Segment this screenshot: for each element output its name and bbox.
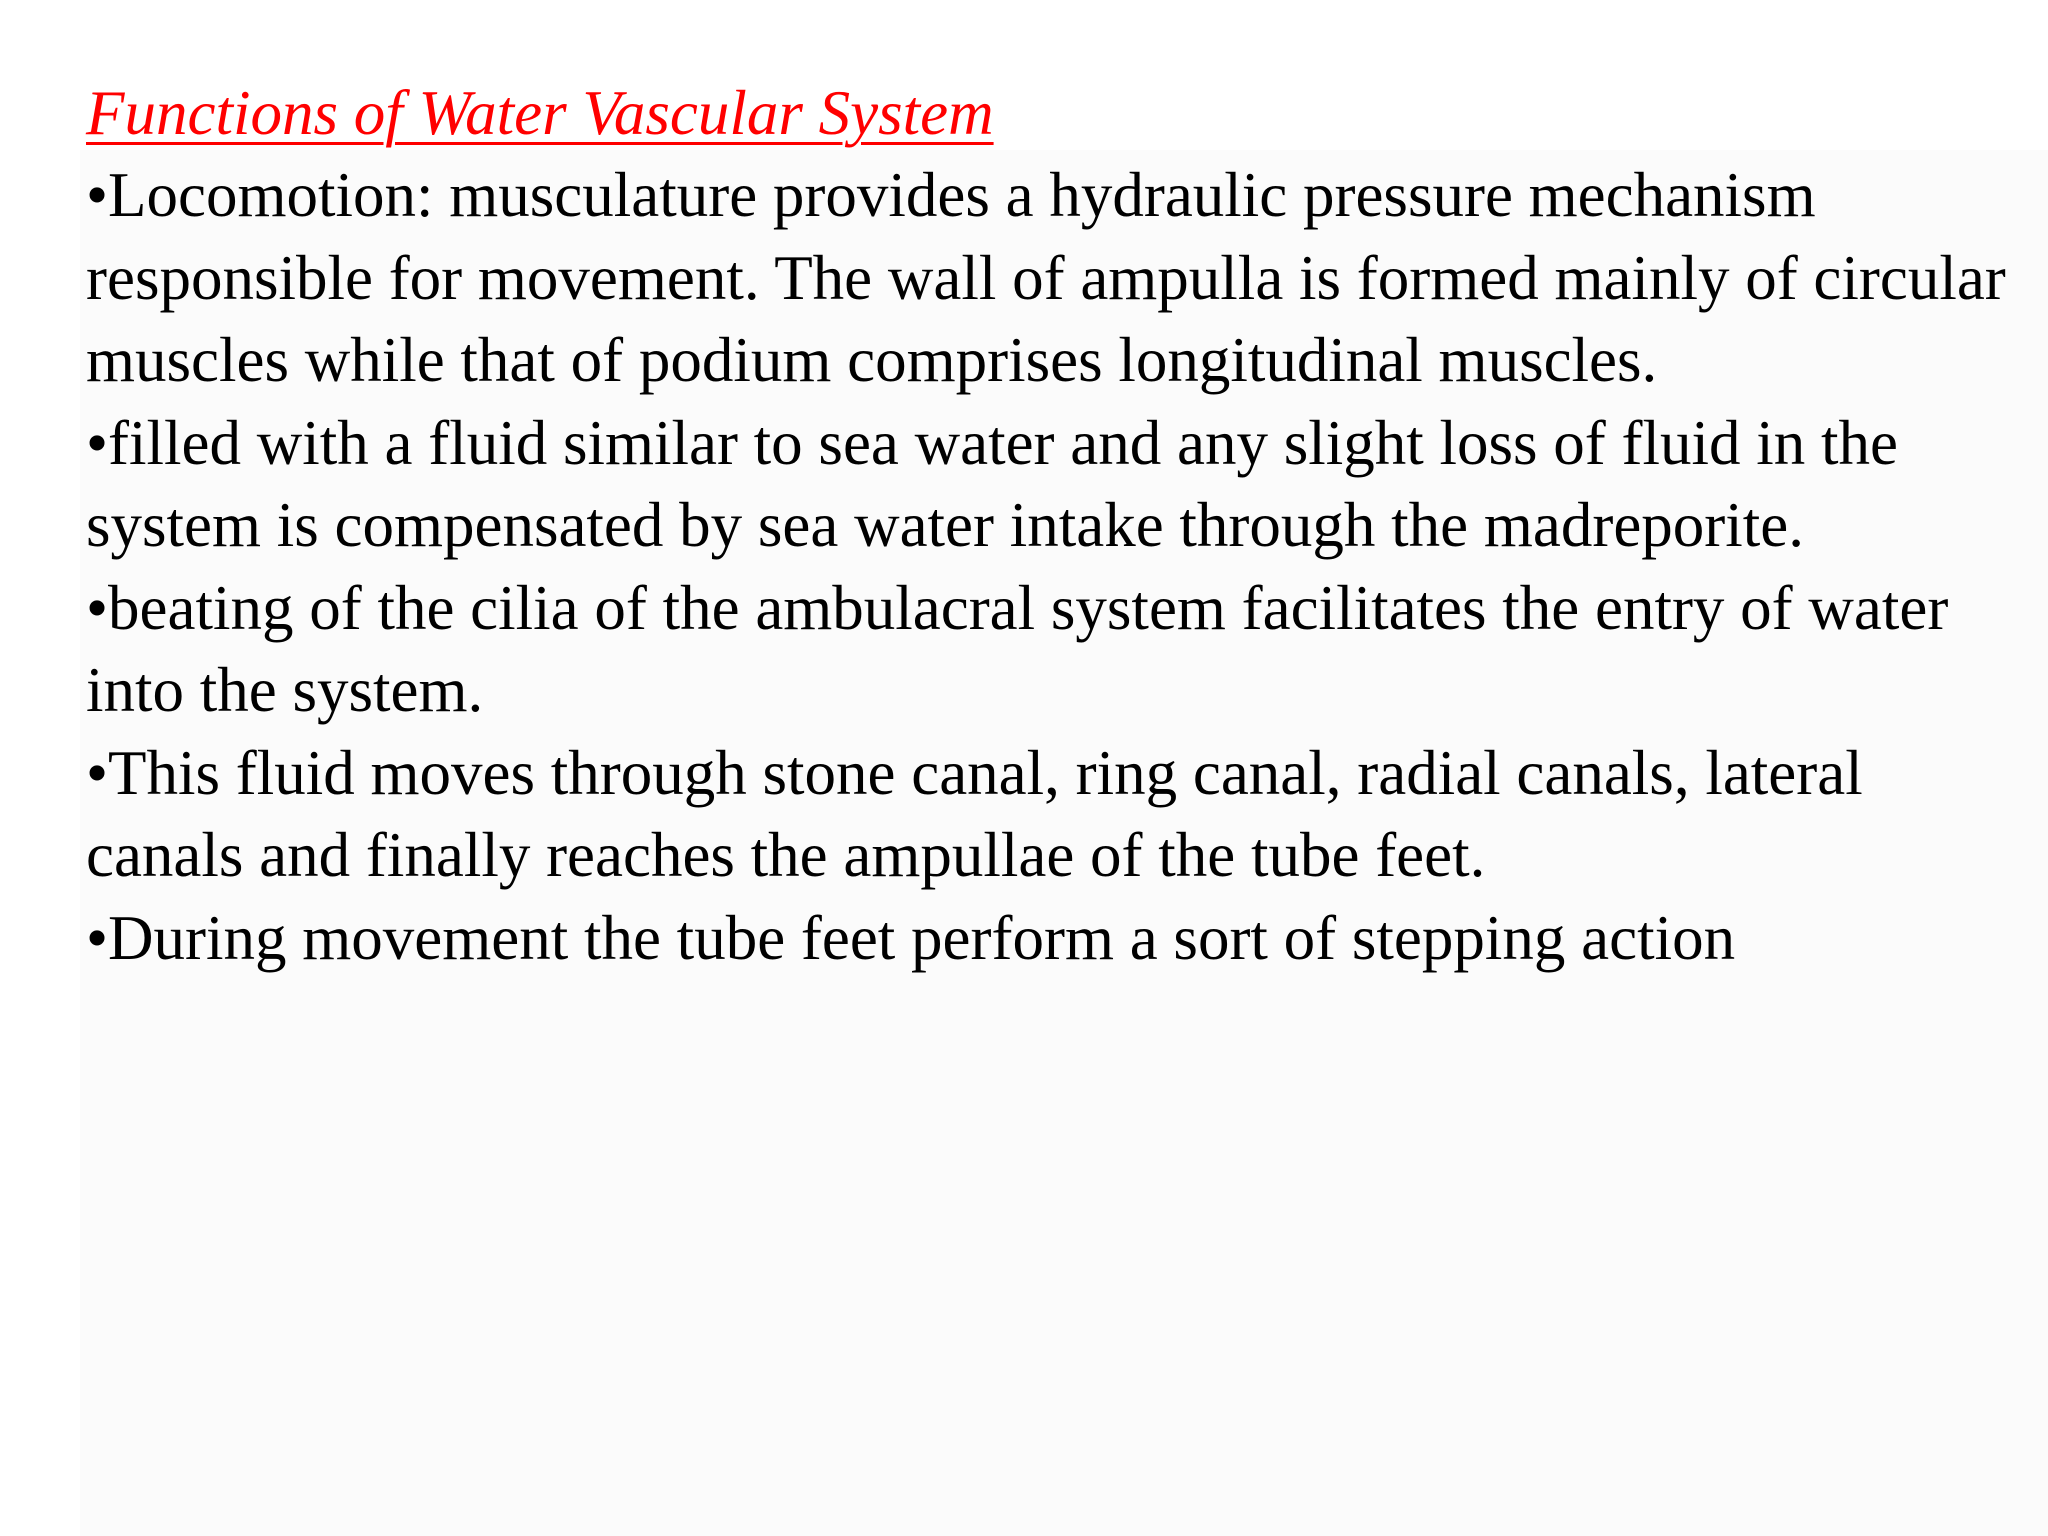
bullet-list	[86, 154, 2026, 979]
slide-title: Functions of Water Vascular System	[86, 78, 994, 148]
bullet-fluid-path: •This fluid moves through stone canal, ring canal, radial canals, lateral canals and finally reaches the ampullae of the tube feet.	[86, 737, 1863, 890]
bullet-fluid-filled: •filled with a fluid similar to sea water and any slight loss of fluid in the system is compensated by sea water intake through the madreporite.	[86, 407, 1898, 560]
slide-content	[86, 72, 2026, 979]
bullet-cilia-beating: •beating of the cilia of the ambulacral system facilitates the entry of water into the system.	[86, 572, 1949, 725]
bullet-stepping-action: •During movement the tube feet perform a sort of stepping action	[86, 902, 1736, 973]
bullet-locomotion: •Locomotion: musculature provides a hydraulic pressure mechanism responsible for movement. The wall of ampulla is formed mainly of circular muscles while that of podium comprises longitudinal muscles.	[86, 160, 2006, 395]
